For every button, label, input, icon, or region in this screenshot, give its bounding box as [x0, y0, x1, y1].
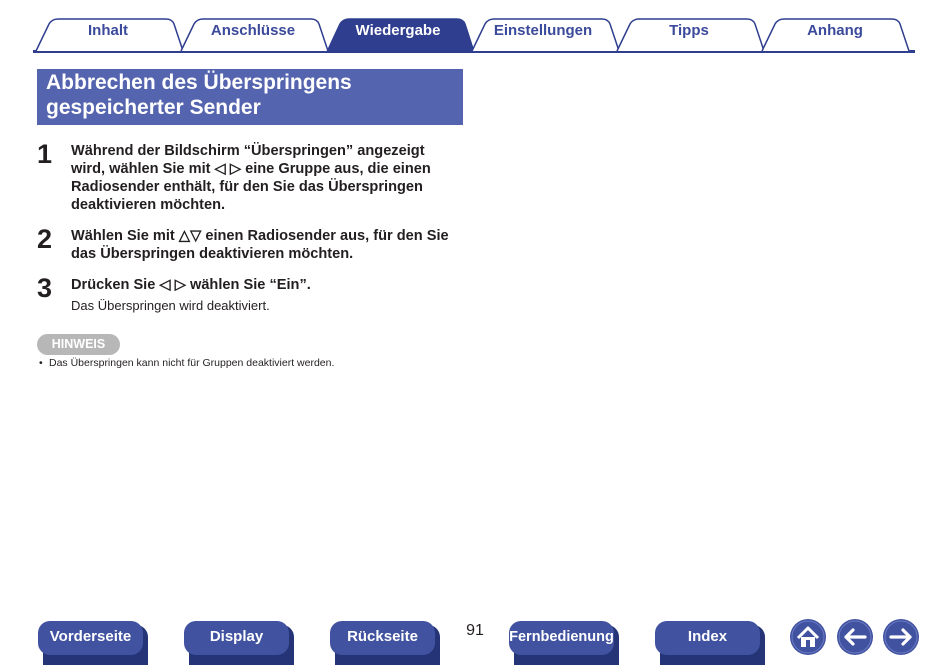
nav-button-vorderseite[interactable]: [38, 621, 148, 665]
home-icon: [789, 618, 827, 656]
tab-einstellungen[interactable]: Einstellungen: [493, 22, 593, 39]
tab-tipps[interactable]: Tipps: [669, 22, 709, 39]
step-3-result: Das Überspringen wird deaktiviert.: [71, 298, 270, 313]
nav-button-rueckseite[interactable]: [330, 621, 440, 665]
nav-button-label: Vorderseite: [38, 621, 143, 655]
tab-bar: [0, 0, 950, 56]
nav-button-label: Index: [655, 621, 760, 655]
note-item: [39, 357, 334, 370]
section-title-line1: Abbrechen des Überspringens: [46, 71, 352, 94]
step-number-1: 1: [37, 139, 53, 169]
nav-button-label: Rückseite: [330, 621, 435, 655]
step-text-1: [71, 142, 471, 214]
next-page-button[interactable]: [882, 618, 920, 656]
section-title-line2: gespeicherter Sender: [46, 96, 261, 119]
page-number: 91: [466, 622, 484, 639]
tab-inhalt[interactable]: Inhalt: [88, 22, 128, 39]
previous-page-button[interactable]: [836, 618, 874, 656]
bullet-icon: •: [39, 357, 43, 369]
nav-button-label: Fernbedienung: [509, 621, 614, 655]
tab-anhang[interactable]: Anhang: [807, 22, 863, 39]
step-3-line: Drücken Sie ◁ ▷ wählen Sie “Ein”.: [71, 277, 311, 293]
nav-button-fernbedienung[interactable]: [509, 621, 619, 665]
nav-button-index[interactable]: [655, 621, 765, 665]
step-1-line: Radiosender enthält, für den Sie das Überspringen: [71, 179, 423, 195]
arrow-left-icon: [836, 618, 874, 656]
arrow-right-icon: [882, 618, 920, 656]
step-number-3: 3: [37, 273, 53, 303]
step-2-line: Wählen Sie mit △▽ einen Radiosender aus, für den Sie: [71, 228, 449, 244]
step-text-2: [71, 227, 471, 263]
step-2-line: das Überspringen deaktivieren möchten.: [71, 246, 354, 262]
step-1-line: Während der Bildschirm “Überspringen” angezeigt: [71, 143, 425, 159]
tab-wiedergabe[interactable]: Wiedergabe: [355, 22, 441, 39]
note-text: Das Überspringen kann nicht für Gruppen deaktiviert werden.: [49, 357, 335, 369]
section-title: [37, 69, 463, 125]
step-text-3: [71, 276, 471, 294]
tab-anschluesse[interactable]: Anschlüsse: [210, 22, 296, 39]
step-1-line: deaktivieren möchten.: [71, 197, 226, 213]
nav-button-label: Display: [184, 621, 289, 655]
nav-button-display[interactable]: [184, 621, 294, 665]
note-badge: HINWEIS: [37, 334, 120, 355]
step-1-line: wird, wählen Sie mit ◁ ▷ eine Gruppe aus, die einen: [71, 161, 431, 177]
home-button[interactable]: [789, 618, 827, 656]
step-number-2: 2: [37, 224, 53, 254]
